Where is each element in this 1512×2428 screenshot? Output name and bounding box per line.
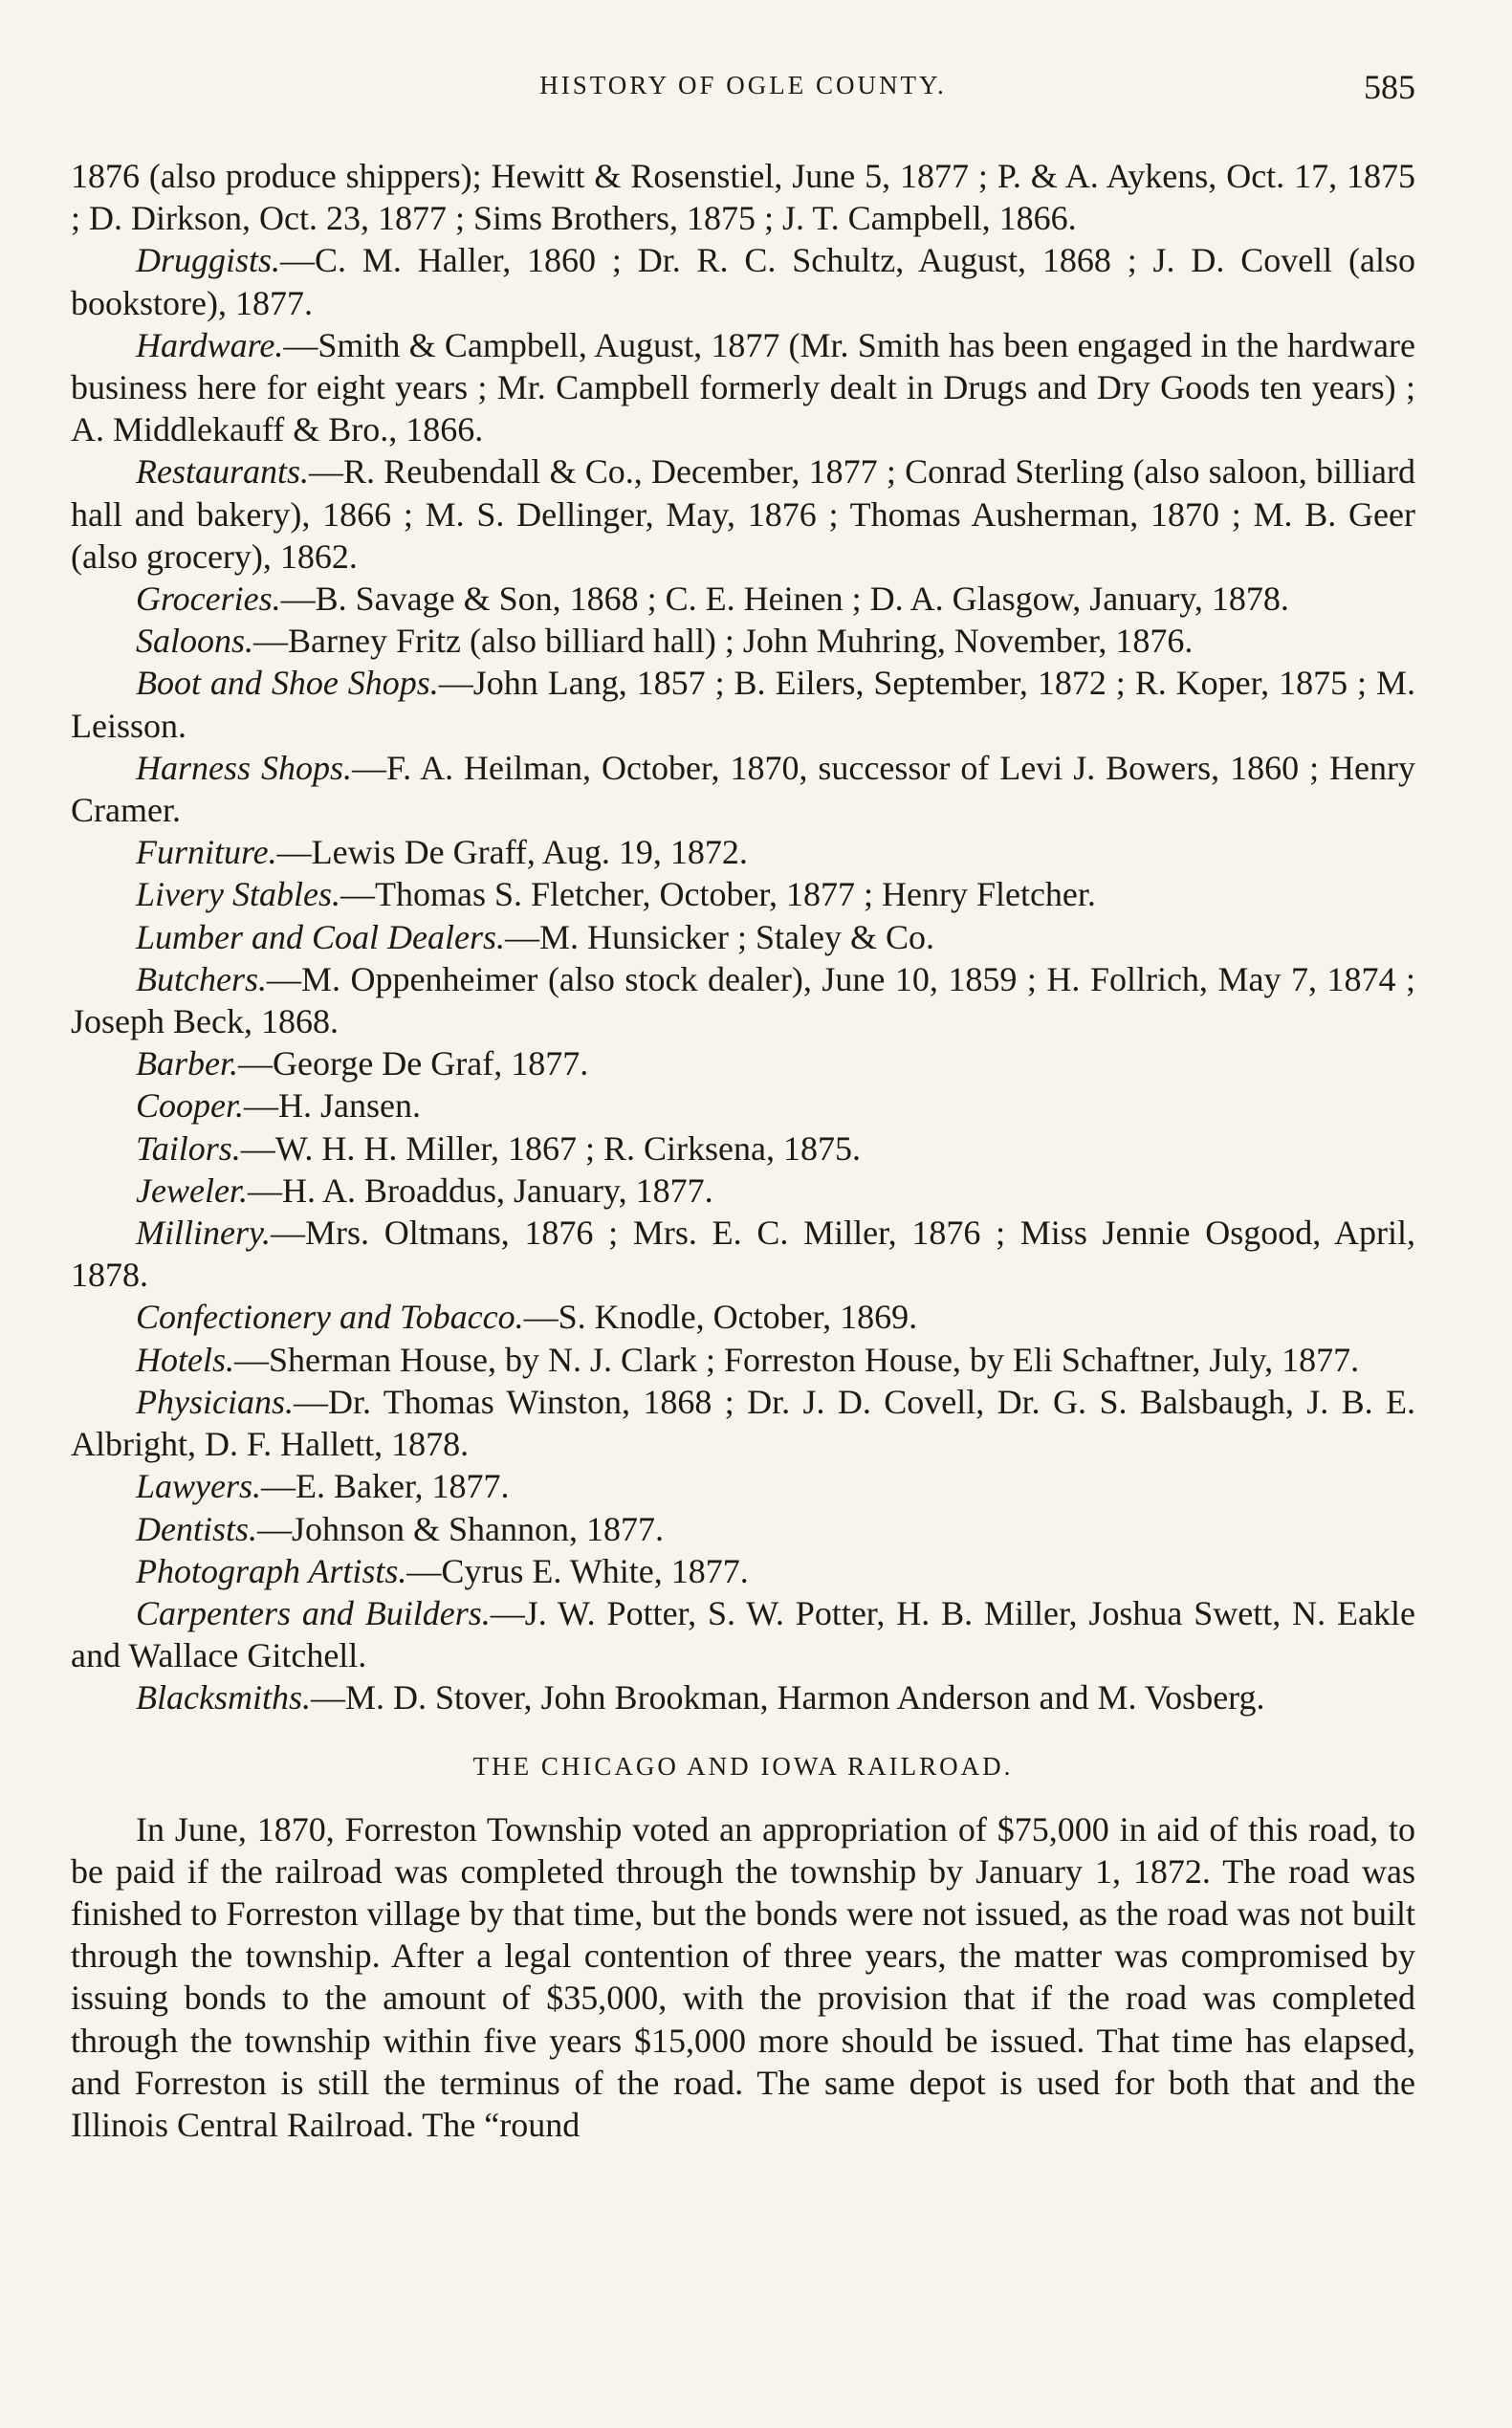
entry-category: Groceries.: [136, 580, 281, 619]
entry-category: Barber.: [136, 1044, 238, 1083]
entry-category: Confectionery and Tobacco.: [136, 1298, 524, 1337]
entry-text: —S. Knodle, October, 1869.: [523, 1298, 918, 1337]
entry-category: Restaurants.: [136, 452, 310, 492]
entry-category: Tailors.: [136, 1128, 241, 1168]
directory-entry-hardware: [71, 324, 1415, 451]
entry-category: Harness Shops.: [136, 748, 352, 787]
entry-text: —Smith & Campbell, August, 1877 (Mr. Smith has been engaged in the hardware business here for eight years ; Mr. Campbell formerly dealt in Drugs and Dry Goods ten years) ; A. Middlekauff & Bro., 1866.: [71, 325, 1415, 449]
entry-text: —Mrs. Oltmans, 1876 ; Mrs. E. C. Miller, 1876 ; Miss Jennie Osgood, April, 1878.: [71, 1214, 1415, 1295]
entry-text: —Thomas S. Fletcher, October, 1877 ; Henry Fletcher.: [340, 875, 1096, 914]
directory-entry-tailors: [71, 1127, 1415, 1170]
continued-entry: 1876 (also produce shippers); Hewitt & Rosenstiel, June 5, 1877 ; P. & A. Aykens, Oct. 17, 1875 ; D. Dirkson, Oct. 23, 1877 ; Sims Brothers, 1875 ; J. T. Campbell, 1866.: [71, 157, 1415, 238]
entry-category: Hotels.: [136, 1340, 234, 1379]
section-paragraph: In June, 1870, Forreston Township voted an appropriation of $75,000 in aid of this road, to be paid if the railroad was completed through the township by January 1, 1872. The road was finished to Forreston village by that time, but the bonds were not issued, as the road was not built through the township. After a legal contention of three years, the matter was compromised by issuing bonds to the amount of $35,000, with the provision that if the road was completed through the township within five years $15,000 more should be issued. That time has elapsed, and Forreston is still the terminus of the road. The same depot is used for both that and the Illinois Central Railroad. The “round: [71, 1809, 1415, 2144]
directory-entry-livery-stables: [71, 873, 1415, 915]
directory-entry-confectionery: [71, 1296, 1415, 1338]
entry-category: Furniture.: [136, 833, 277, 872]
directory-entry-hotels: [71, 1339, 1415, 1381]
entry-text: —Lewis De Graff, Aug. 19, 1872.: [276, 833, 748, 872]
running-title: HISTORY OF OGLE COUNTY.: [539, 71, 947, 99]
directory-entry-furniture: [71, 831, 1415, 873]
entry-text: —E. Baker, 1877.: [261, 1467, 510, 1506]
directory-entry-millinery: [71, 1212, 1415, 1296]
section-heading: THE CHICAGO AND IOWA RAILROAD.: [472, 1751, 1014, 1781]
entry-text: —C. M. Haller, 1860 ; Dr. R. C. Schultz, August, 1868 ; J. D. Covell (also bookstore), 1877.: [71, 241, 1415, 322]
entry-text: —Sherman House, by N. J. Clark ; Forreston House, by Eli Schaftner, July, 1877.: [234, 1340, 1360, 1379]
entry-text: —Johnson & Shannon, 1877.: [257, 1509, 665, 1548]
entry-category: Livery Stables.: [136, 875, 340, 914]
directory-entry-dentists: [71, 1508, 1415, 1550]
entry-text: —M. Oppenheimer (also stock dealer), June 10, 1859 ; H. Follrich, May 7, 1874 ; Joseph Beck, 1868.: [71, 959, 1415, 1041]
directory-entry-barber: [71, 1042, 1415, 1084]
directory-entry-boot-shoe-shops: [71, 662, 1415, 746]
entry-category: Lumber and Coal Dealers.: [136, 917, 505, 956]
entry-category: Carpenters and Builders.: [136, 1593, 491, 1632]
entry-text: —F. A. Heilman, October, 1870, successor of Levi J. Bowers, 1860 ; Henry Cramer.: [71, 748, 1415, 830]
entry-text: —M. D. Stover, John Brookman, Harmon Anderson and M. Vosberg.: [310, 1678, 1265, 1717]
entry-category: Lawyers.: [136, 1467, 262, 1506]
entry-category: Physicians.: [136, 1382, 294, 1421]
directory-entry-harness-shops: [71, 747, 1415, 831]
directory-entry-lawyers: [71, 1465, 1415, 1507]
directory-entry-lumber-coal: [71, 916, 1415, 958]
entry-text: —Cyrus E. White, 1877.: [406, 1551, 749, 1590]
directory-entry-photograph-artists: [71, 1550, 1415, 1592]
directory-entry-cooper: [71, 1084, 1415, 1127]
entry-category: Millinery.: [136, 1214, 271, 1253]
entry-category: Saloons.: [136, 622, 254, 661]
book-page: [71, 67, 1415, 2146]
directory-entry-restaurants: [71, 450, 1415, 578]
entry-text: —M. Hunsicker ; Staley & Co.: [505, 917, 934, 956]
entry-text: —B. Savage & Son, 1868 ; C. E. Heinen ; D. A. Glasgow, January, 1878.: [280, 580, 1289, 619]
entry-category: Photograph Artists.: [136, 1551, 407, 1590]
entry-text: —Barney Fritz (also billiard hall) ; John Muhring, November, 1876.: [253, 622, 1194, 661]
entry-text: —John Lang, 1857 ; B. Eilers, September, 1872 ; R. Koper, 1875 ; M. Leisson.: [71, 664, 1415, 745]
entry-category: Blacksmiths.: [136, 1678, 311, 1717]
entry-text: —R. Reubendall & Co., December, 1877 ; Conrad Sterling (also saloon, billiard hall and bakery), 1866 ; M. S. Dellinger, May, 1876 ; Thomas Ausherman, 1870 ; M. B. Geer (also grocery), 1862.: [71, 452, 1415, 576]
page-number: 585: [1364, 68, 1415, 106]
entry-category: Druggists.: [136, 241, 281, 280]
directory-entry-groceries: [71, 578, 1415, 620]
entry-category: Dentists.: [136, 1509, 258, 1548]
entry-text: —Dr. Thomas Winston, 1868 ; Dr. J. D. Covell, Dr. G. S. Balsbaugh, J. B. E. Albright, D. F. Hallett, 1878.: [71, 1382, 1415, 1464]
directory-entry-druggists: [71, 239, 1415, 323]
directory-entry-carpenters: [71, 1592, 1415, 1676]
directory-entry-butchers: [71, 958, 1415, 1042]
entry-category: Butchers.: [136, 959, 267, 998]
entry-text: —W. H. H. Miller, 1867 ; R. Cirksena, 1875.: [240, 1128, 861, 1168]
directory-entry-jeweler: [71, 1170, 1415, 1212]
running-head: [71, 67, 1415, 117]
entry-category: Jeweler.: [136, 1170, 248, 1210]
entry-text: —H. A. Broaddus, January, 1877.: [247, 1170, 713, 1210]
directory-entry-blacksmiths: [71, 1676, 1415, 1718]
directory-entry-saloons: [71, 620, 1415, 662]
entry-category: Hardware.: [136, 325, 284, 364]
directory-entry-physicians: [71, 1381, 1415, 1465]
business-directory: [71, 155, 1415, 1719]
entry-category: Cooper.: [136, 1086, 245, 1126]
entry-category: Boot and Shoe Shops.: [136, 664, 439, 703]
entry-text: —J. W. Potter, S. W. Potter, H. B. Miller, Joshua Swett, N. Eakle and Wallace Gitchell.: [71, 1593, 1415, 1675]
entry-text: —George De Graf, 1877.: [238, 1044, 589, 1083]
entry-text: —H. Jansen.: [244, 1086, 421, 1126]
